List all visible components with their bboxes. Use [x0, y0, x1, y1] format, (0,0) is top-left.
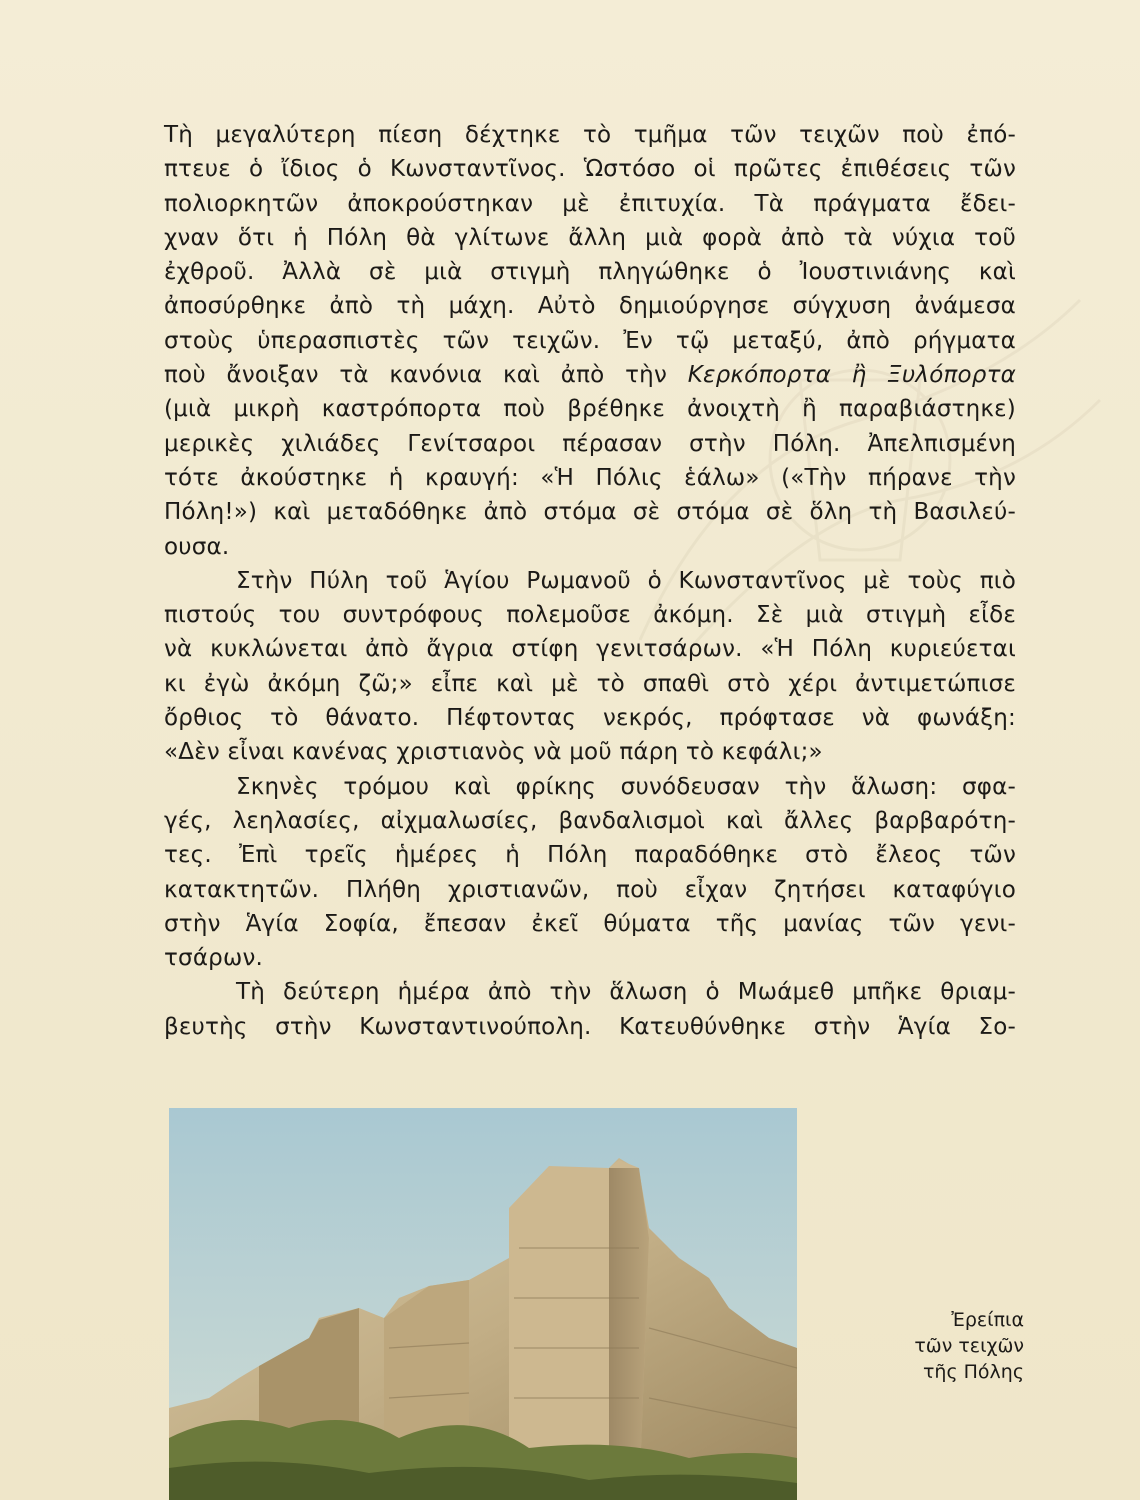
text-line: «Δὲν εἶναι κανένας χριστιανὸς νὰ μοῦ πάρη τὸ κεφάλι;» — [164, 739, 823, 766]
text-line: ουσα. — [164, 533, 230, 560]
text-line-with-italic — [164, 358, 1016, 392]
text-line: τσάρων. — [164, 945, 264, 972]
caption-line: τῆς Πόλης — [922, 1361, 1024, 1383]
text-line: ἀποσύρθηκε ἀπὸ τὴ μάχη. Αὐτὸ δημιούργησε σύγχυση ἀνάμεσα — [164, 293, 1016, 320]
text-line: ὄρθιος τὸ θάνατο. Πέφτοντας νεκρός, πρόφτασε νὰ φωνάξη: — [164, 705, 1016, 732]
text-line: κατακτητῶν. Πλήθη χριστιανῶν, ποὺ εἶχαν ζητήσει καταφύγιο — [164, 876, 1016, 903]
text-line: πιστούς του συντρόφους πολεμοῦσε ἀκόμη. Σὲ μιὰ στιγμὴ εἶδε — [164, 602, 1016, 629]
text-line: ἐχθροῦ. Ἀλλὰ σὲ μιὰ στιγμὴ πληγώθηκε ὁ Ἰουστινιάνης καὶ — [164, 259, 1016, 286]
text-line: πολιορκητῶν ἀποκρούστηκαν μὲ ἐπιτυχία. Τὰ πράγματα ἔδει- — [164, 190, 1016, 217]
italic-phrase: Κερκόπορτα ἢ Ξυλόπορτα — [687, 362, 1016, 389]
text-line: γές, λεηλασίες, αἰχμαλωσίες, βανδαλισμοὶ καὶ ἄλλες βαρβαρότη- — [164, 807, 1016, 834]
text-line: τες. Ἐπὶ τρεῖς ἡμέρες ἡ Πόλη παραδόθηκε στὸ ἔλεος τῶν — [164, 842, 1016, 869]
text-line: Στὴν Πύλη τοῦ Ἁγίου Ρωμανοῦ ὁ Κωνσταντῖνος μὲ τοὺς πιὸ — [236, 567, 1016, 594]
paragraph-3 — [164, 770, 1016, 976]
text-line: Τὴ μεγαλύτερη πίεση δέχτηκε τὸ τμῆμα τῶν τειχῶν ποὺ ἐπό- — [164, 122, 1016, 148]
caption-line: τῶν τειχῶν — [914, 1335, 1024, 1357]
text-line: (μιὰ μικρὴ καστρόπορτα ποὺ βρέθηκε ἀνοιχτὴ ἢ παραβιάστηκε) — [164, 396, 1016, 423]
text-line: νὰ κυκλώνεται ἀπὸ ἄγρια στίφη γενιτσάρων. «Ἡ Πόλη κυριεύεται — [164, 636, 1016, 663]
photo-caption — [884, 1307, 1024, 1385]
text-line-start: ποὺ ἄνοιξαν τὰ κανόνια καὶ ἀπὸ τὴν — [164, 362, 667, 389]
paragraph-4 — [164, 975, 1016, 1044]
text-line: μερικὲς χιλιάδες Γενίτσαροι πέρασαν στὴν Πόλη. Ἀπελπισμένη — [164, 430, 1016, 457]
caption-line: Ἐρείπια — [951, 1309, 1024, 1331]
text-line: Πόλη!») καὶ μεταδόθηκε ἀπὸ στόμα σὲ στόμα σὲ ὅλη τὴ Βασιλεύ- — [164, 499, 1016, 526]
text-line: Σκηνὲς τρόμου καὶ φρίκης συνόδευσαν τὴν ἅλωση: σφα- — [236, 773, 1016, 800]
article-body — [164, 118, 1016, 1044]
text-line: κι ἐγὼ ἀκόμη ζῶ;» εἶπε καὶ μὲ τὸ σπαθὶ στὸ χέρι ἀντιμετώπισε — [164, 670, 1016, 697]
paragraph-2 — [164, 564, 1016, 770]
text-line: Τὴ δεύτερη ἡμέρα ἀπὸ τὴν ἅλωση ὁ Μωάμεθ μπῆκε θριαμ- — [236, 979, 1016, 1006]
paragraph-1 — [164, 118, 1016, 564]
text-line: χναν ὅτι ἡ Πόλη θὰ γλίτωνε ἄλλη μιὰ φορὰ ἀπὸ τὰ νύχια τοῦ — [164, 224, 1016, 251]
text-line: τότε ἀκούστηκε ἡ κραυγή: «Ἡ Πόλις ἑάλω» («Τὴν πήρανε τὴν — [164, 464, 1016, 491]
text-line: στὴν Ἁγία Σοφία, ἔπεσαν ἐκεῖ θύματα τῆς μανίας τῶν γενι- — [164, 910, 1016, 937]
text-line: πτευε ὁ ἴδιος ὁ Κωνσταντῖνος. Ὡστόσο οἱ πρῶτες ἐπιθέσεις τῶν — [164, 156, 1016, 183]
text-line: στοὺς ὑπερασπιστὲς τῶν τειχῶν. Ἐν τῷ μεταξύ, ἀπὸ ρήγματα — [164, 327, 1016, 354]
text-line: βευτὴς στὴν Κωνσταντινούπολη. Κατευθύνθηκε στὴν Ἁγία Σο- — [164, 1013, 1016, 1040]
city-walls-photo — [169, 1108, 797, 1500]
